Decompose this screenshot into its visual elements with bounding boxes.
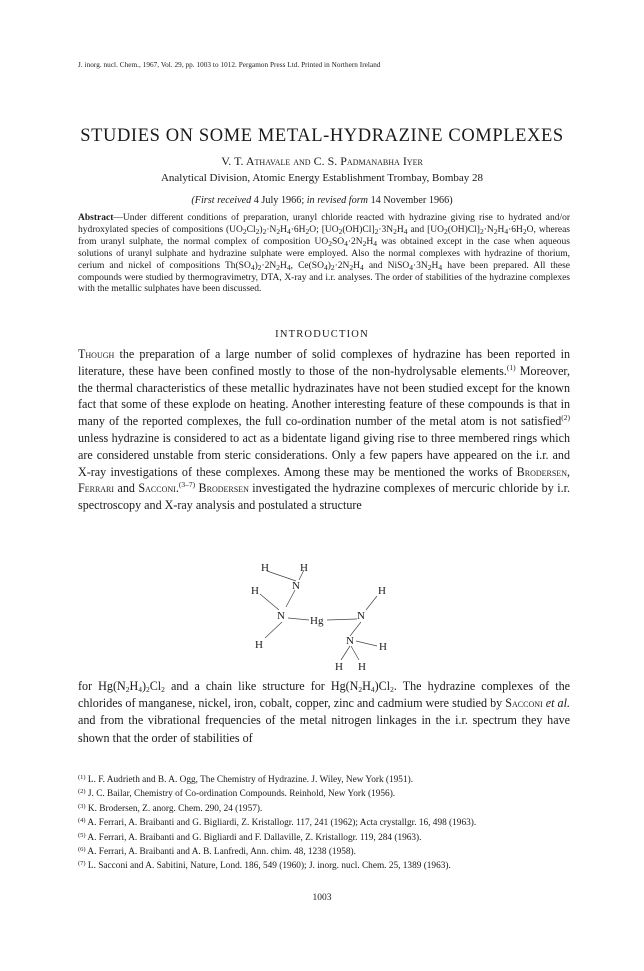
intro-text: Moreover, the thermal characteristics of these metallic hydrazinates have not been studied except for the known fact that some of these explode on heating. Another interesting feature of these compounds is that in many of the reported complexes, the full co-ordination number of the metal atom is not satisfied [78,363,570,429]
citation-ref: (3–7) [178,480,196,490]
reference-text: L. Sacconi and A. Sabitini, Nature, Lond. 186, 549 (1960); J. inorg. nucl. Chem. 25, 1389 (1963). [87,861,451,872]
abstract-text: , Ce(SO [290,260,324,271]
subscript: 2 [479,226,484,236]
author-name: Brodersen [198,481,249,496]
abstract-text: and [UO [407,224,445,235]
subscript: 4 [373,238,378,248]
abstract-text: H [366,236,374,247]
subscript: 2 [358,685,363,694]
subscript: 4 [409,262,413,272]
introduction-paragraph [78,346,570,514]
atom-n: N [346,635,354,647]
intro-text: and a chain like structure for Hg(N [164,679,359,693]
author-affiliation: Analytical Division, Atomic Energy Establishment Trombay, Bombay 28 [160,172,484,184]
abstract-text: have been prepared. All these compounds were studied by thermogravimetry, DTA, X-ray and i.r. analyses. The order of stabilities of the hydrazine complexes with the metallic sulphates have been discussed. [78,260,570,295]
abstract-text: ·N [483,224,494,235]
abstract [78,213,570,296]
reference-number: (3) [78,802,86,810]
intro-text: ) [141,679,146,693]
abstract-text: ·N [266,224,277,235]
abstract-text: ·3N [378,224,394,235]
intro-text: Cl [149,679,162,693]
subscript: 2 [522,226,527,236]
subscript: 4 [323,262,328,272]
reference-item [78,815,570,829]
author-name: Brodersen, Ferrari [78,464,570,496]
subscript: 4 [403,226,408,236]
author-name: Sacconi. [138,481,179,496]
intro-text: H [129,679,139,693]
abstract-text: H [280,260,287,271]
subscript: 2 [262,226,267,236]
citation-ref: (1) [506,362,516,372]
reference-number: (7) [78,860,86,868]
subscript: 4 [250,262,255,272]
subscript: 2 [257,262,262,272]
abstract-text: was obtained except in the case when aqueous solutions of uranyl sulphate and hydrazine sulphate were employed. Also the normal complexes with hydrazine of thorium, cerium and nickel of compositions Th(SO [78,236,570,271]
abstract-text: ·2N [334,260,350,271]
subscript: 2 [276,226,281,236]
abstract-text: ·2N [261,260,277,271]
intro-text: and from the vibrational frequencies of the metal nitrogen linkages in the i.r. spectrum they have shown that the order of stabilities of [78,713,570,745]
subscript: 4 [286,262,291,272]
reference-item [78,844,570,858]
subscript: 4 [344,238,348,248]
abstract-text: SO [331,236,345,247]
reference-text: J. C. Bailar, Chemistry of Co-ordination Compounds. Reinhold, New York (1956). [87,789,396,800]
atom-h: H [335,661,343,673]
abstract-text: ) [259,224,263,235]
section-heading-introduction: INTRODUCTION [275,329,369,340]
subscript: 2 [390,685,394,694]
introduction-paragraph-continued [78,678,570,747]
abstract-text: (OH)Cl] [447,224,480,235]
abstract-text: ·6H [290,224,306,235]
abstract-text: and NiSO [363,260,410,271]
subscript: 4 [438,262,443,272]
atom-hg: Hg [310,615,324,627]
reference-number: (2) [78,788,86,796]
abstract-text: H [497,224,505,235]
abstract-text: (OH)Cl] [342,224,375,235]
atom-h: H [379,641,387,653]
abstract-text: H [353,260,361,271]
hydrazine-mercury-structure-diagram [240,562,410,674]
abstract-text: ) [254,260,258,271]
abstract-text: —Under different conditions of preparation, uranyl chloride reacted with hydrazine giving rise to hydrated and/or hydroxylated species of compositions (UO [78,213,570,235]
paper-title: STUDIES ON SOME METAL-HYDRAZINE COMPLEXES [80,126,564,146]
abstract-text: ·6H [508,224,523,235]
atom-h: H [251,585,259,597]
subscript: 4 [286,226,291,236]
intro-text: investigated the hydrazine complexes of mercuric chloride by i.r. spectroscopy and X-ray analysis and postulated a structure [78,481,570,513]
reference-number: (4) [78,817,86,825]
reference-text: A. Ferrari, A. Braibanti and A. B. Lanfredi, Ann. chim. 48, 1238 (1958). [87,847,356,858]
intro-text: )Cl [374,679,391,693]
abstract-text: Cl [246,224,256,235]
reference-text: L. F. Audrieth and B. A. Ogg, The Chemistry of Hydrazine. J. Wiley, New York (1951). [87,775,414,785]
subscript: 2 [349,262,354,272]
subscript: 2 [161,685,165,694]
abstract-text: H [280,224,287,235]
citation-ref: (2) [561,413,570,423]
subscript: 2 [330,262,335,272]
subscript: 2 [328,238,332,248]
subscript: 2 [374,226,379,236]
abstract-label: Abstract [78,213,114,223]
paper-authors: V. T. Athavale and C. S. Padmanabha Iyer [221,154,423,168]
subscript: 2 [444,226,448,236]
subscript: 2 [145,685,150,694]
subscript: 2 [125,685,130,694]
intro-text: et al. [542,696,570,711]
atom-n: N [357,610,365,622]
atom-h: H [358,661,366,673]
reference-number: (5) [78,831,86,839]
abstract-text: O, whereas from uranyl sulphate, the normal complex of composition UO [78,224,570,247]
subscript: 2 [276,262,281,272]
atom-h: H [261,562,269,574]
abstract-text: O; [UO [309,224,339,235]
reference-item [78,858,570,872]
atom-h: H [378,585,386,597]
reference-item [78,830,570,844]
subscript: 2 [305,226,310,236]
atom-n: N [292,580,300,592]
received-date: 4 July 1966; [253,195,305,206]
subscript: 4 [360,262,364,272]
intro-text: unless hydrazine is considered to act as a bidentate ligand giving rise to three membered rings which are considered unstable from steric considerations. Only a few papers have appeared on the i.r. and X-ray investigations of these complexes. Among these may be mentioned the works of [78,430,570,479]
intro-text: H [362,679,371,693]
reference-text: K. Brodersen, Z. anorg. Chem. 290, 24 (1957). [87,803,263,814]
abstract-text: H [396,224,404,235]
revised-date: 14 November 1966) [370,195,453,206]
subscript: 4 [504,226,509,236]
subscript: 2 [427,262,432,272]
abstract-text: ·3N [413,260,428,271]
intro-text: Though [78,347,115,361]
abstract-text: ) [327,260,331,271]
received-label: (First received [191,195,252,206]
journal-citation-line: J. inorg. nucl. Chem., 1967, Vol. 29, pp. 1003 to 1012. Pergamon Press Ltd. Printed in Northern Ireland [78,61,381,69]
subscript: 4 [138,685,142,694]
reference-number: (6) [78,846,86,854]
subscript: 2 [338,226,343,236]
received-dates [0,195,644,206]
reference-number: (1) [78,774,86,781]
intro-text: . The hydrazine complexes of the chlorides of manganese, nickel, iron, cobalt, copper, zinc and cadmium were studied by [78,679,570,711]
revised-label: in revised form [306,195,369,206]
author-name: Sacconi [505,696,543,711]
intro-text: for Hg(N [78,679,126,693]
references-footnotes [78,772,570,873]
atom-h: H [300,562,308,574]
page-number: 1003 [312,893,332,903]
reference-text: A. Ferrari, A. Braibanti and G. Bigliardi and F. Dallaville, Z. Kristallogr. 119, 284 (1963). [87,832,422,843]
subscript: 2 [393,226,397,236]
abstract-text: H [431,260,439,271]
subscript: 2 [255,226,260,236]
atom-h: H [255,639,263,651]
reference-item [78,786,570,800]
intro-text: the preparation of a large number of solid complexes of hydrazine has been reported in literature, these have been confined mostly to those of the non-hydrolysable elements. [78,347,570,378]
reference-text: A. Ferrari, A. Braibanti and G. Bigliardi, Z. Kristallogr. 117, 241 (1962); Acta crystallgr. 16, 498 (1963). [87,818,477,829]
atom-n: N [277,610,285,622]
abstract-text: ·2N [347,236,363,247]
intro-text: and [114,481,139,496]
reference-item [78,772,570,786]
subscript: 2 [362,238,367,248]
subscript: 2 [242,226,247,236]
subscript: 4 [370,685,375,694]
reference-item [78,801,570,815]
subscript: 2 [493,226,498,236]
